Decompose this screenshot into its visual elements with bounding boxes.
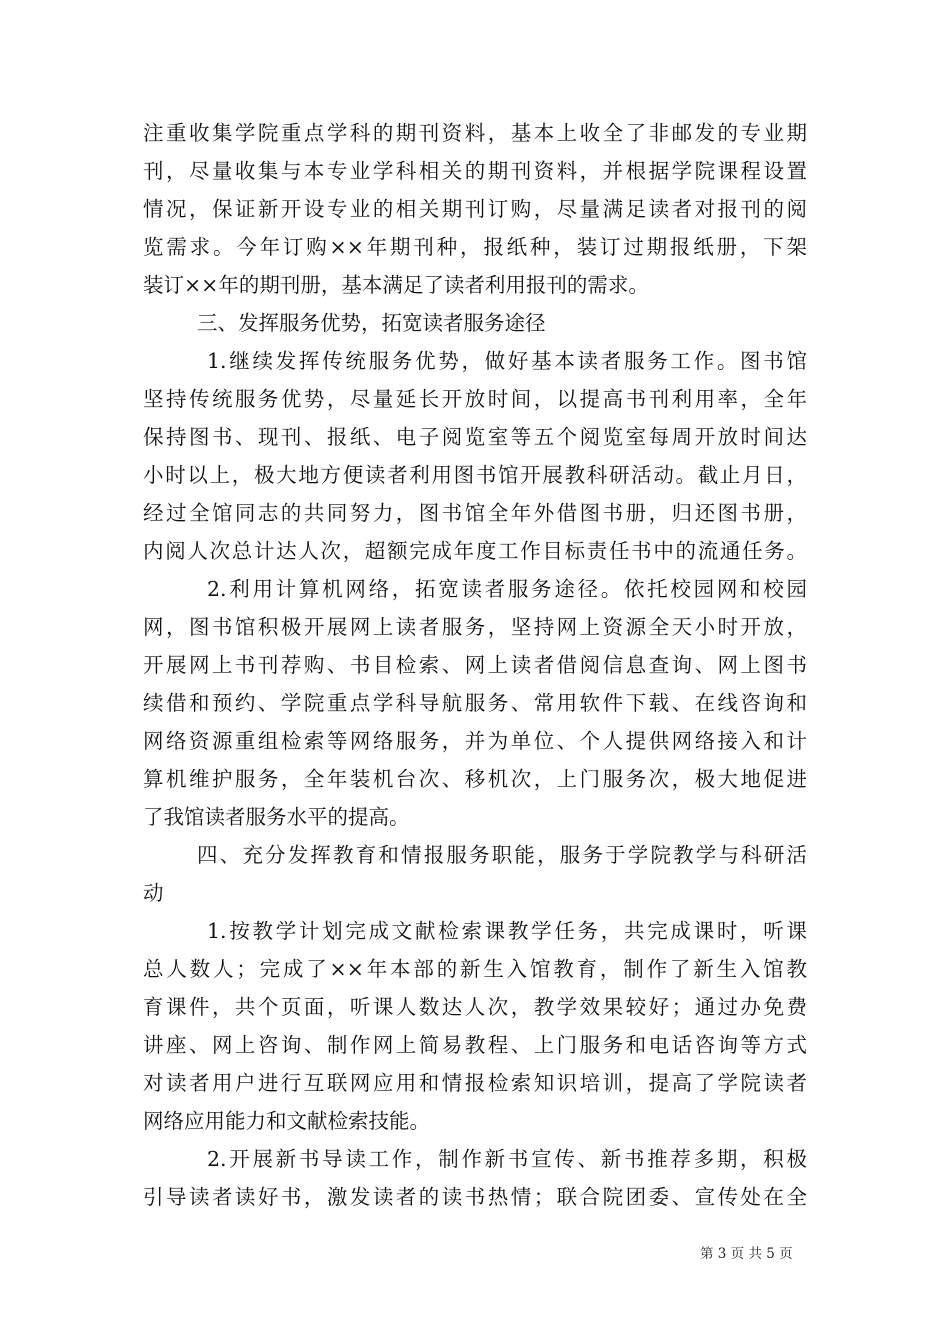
paragraph-line: 了我馆读者服务水平的提高。 (143, 805, 410, 829)
section-heading: 四、充分发挥教育和情报服务职能，服务于学院教学与科研活 (197, 843, 807, 867)
section-heading-continuation: 动 (143, 881, 164, 905)
paragraph-line: 装订××年的期刊册，基本满足了读者利用报刊的需求。 (143, 273, 649, 297)
paragraph-line: 内阅人次总计达人次，超额完成年度工作目标责任书中的流通任务。 (143, 539, 807, 563)
paragraph-line: 续借和预约、学院重点学科导航服务、常用软件下载、在线咨询和 (143, 691, 807, 715)
paragraph-line: 开展网上书刊荐购、书目检索、网上读者借阅信息查询、网上图书 (143, 653, 807, 677)
section-heading: 三、发挥服务优势，拓宽读者服务途径 (197, 311, 546, 335)
paragraph-line: 览需求。今年订购××年期刊种，报纸种，装订过期报纸册，下架 (143, 235, 807, 259)
paragraph-line: 育课件，共个页面，听课人数达人次，教学效果较好；通过办免费 (143, 995, 807, 1019)
paragraph-line: 保持图书、现刊、报纸、电子阅览室等五个阅览室每周开放时间达 (143, 425, 807, 449)
paragraph-line: 算机维护服务，全年装机台次、移机次，上门服务次，极大地促进 (143, 767, 807, 791)
list-item-line: 2.开展新书导读工作，制作新书宣传、新书推荐多期，积极 (207, 1147, 807, 1171)
paragraph-line: 注重收集学院重点学科的期刊资料，基本上收全了非邮发的专业期 (143, 121, 807, 145)
paragraph-line: 网络应用能力和文献检索技能。 (143, 1109, 430, 1133)
list-item-line: 2.利用计算机网络，拓宽读者服务途径。依托校园网和校园 (207, 577, 807, 601)
body-text (143, 114, 807, 1216)
paragraph-line: 总人数人；完成了××年本部的新生入馆教育，制作了新生入馆教 (143, 957, 807, 981)
paragraph-line: 小时以上，极大地方便读者利用图书馆开展教科研活动。截止月日， (143, 463, 807, 487)
paragraph-line: 坚持传统服务优势，尽量延长开放时间，以提高书刊利用率，全年 (143, 387, 807, 411)
paragraph-line: 对读者用户进行互联网应用和情报检索知识培训，提高了学院读者 (143, 1071, 807, 1095)
list-item-line: 1.继续发挥传统服务优势，做好基本读者服务工作。图书馆 (207, 349, 807, 373)
paragraph-line: 网络资源重组检索等网络服务，并为单位、个人提供网络接入和计 (143, 729, 807, 753)
paragraph-line: 情况，保证新开设专业的相关期刊订购，尽量满足读者对报刊的阅 (143, 197, 807, 221)
paragraph-line: 网，图书馆积极开展网上读者服务，坚持网上资源全天小时开放， (143, 615, 807, 639)
paragraph-line: 讲座、网上咨询、制作网上简易教程、上门服务和电话咨询等方式 (143, 1033, 807, 1057)
page-number: 第 3 页 共 5 页 (700, 1246, 793, 1262)
paragraph-line: 引导读者读好书，激发读者的读书热情；联合院团委、宣传处在全 (143, 1185, 807, 1209)
list-item-line: 1.按教学计划完成文献检索课教学任务，共完成课时，听课 (207, 919, 807, 943)
paragraph-line: 经过全馆同志的共同努力，图书馆全年外借图书册，归还图书册， (143, 501, 807, 525)
paragraph-line: 刊，尽量收集与本专业学科相关的期刊资料，并根据学院课程设置 (143, 159, 807, 183)
